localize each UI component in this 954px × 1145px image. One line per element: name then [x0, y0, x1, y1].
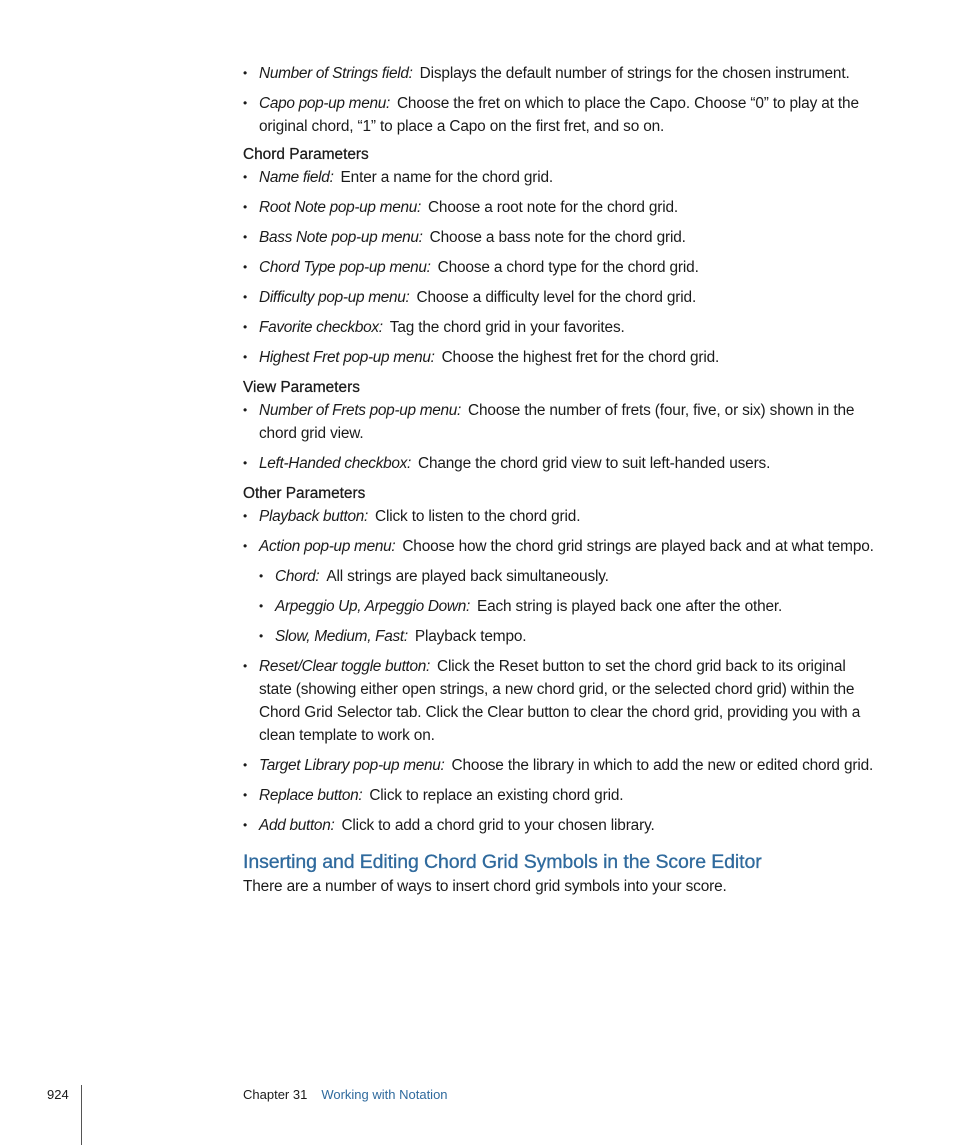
list-item	[243, 399, 875, 445]
chapter-title-link[interactable]: Working with Notation	[321, 1087, 448, 1102]
item-term: Root Note pop-up menu:	[259, 199, 421, 216]
chord-parameters-list	[243, 166, 875, 369]
item-description: Tag the chord grid in your favorites.	[389, 319, 625, 336]
view-parameters-heading: View Parameters	[243, 379, 360, 396]
item-description: Click to replace an existing chord grid.	[369, 787, 624, 804]
item-description: All strings are played back simultaneously.	[326, 568, 609, 585]
item-term: Action pop-up menu:	[259, 538, 396, 555]
section-heading: Inserting and Editing Chord Grid Symbols in the Score Editor	[243, 851, 762, 873]
item-description: Click the Reset button to set the chord grid back to its original state (showing either open strings, a new chord grid, or the selected chord grid) within the Chord Grid Selector tab. Click the Clear button to clear the chord grid, providing you with a clean template to work on.	[259, 658, 861, 744]
list-item	[243, 346, 875, 369]
list-item	[243, 784, 875, 807]
item-description: Choose the library in which to add the new or edited chord grid.	[451, 757, 874, 774]
list-item	[243, 316, 875, 339]
view-parameters-list	[243, 399, 875, 475]
item-term: Reset/Clear toggle button:	[259, 658, 431, 675]
item-term: Number of Strings field:	[259, 65, 413, 82]
item-description: Choose how the chord grid strings are played back and at what tempo.	[402, 538, 874, 555]
item-description: Change the chord grid view to suit left-handed users.	[417, 455, 771, 472]
footer-chapter	[243, 1087, 448, 1103]
item-term: Replace button:	[259, 787, 363, 804]
intro-list	[243, 62, 875, 138]
list-item	[243, 286, 875, 309]
item-term: Highest Fret pop-up menu:	[259, 349, 435, 366]
list-item	[259, 565, 875, 588]
list-item	[243, 754, 875, 777]
item-description: Choose a difficulty level for the chord grid.	[416, 289, 697, 306]
list-item	[243, 256, 875, 279]
action-menu-options-list	[243, 565, 875, 648]
page-content	[243, 62, 875, 898]
other-parameters-list	[243, 505, 875, 558]
list-item	[259, 625, 875, 648]
page-number: 924	[47, 1087, 69, 1102]
item-term: Number of Frets pop-up menu:	[259, 402, 462, 419]
other-parameters-list-continued	[243, 655, 875, 837]
other-parameters-heading: Other Parameters	[243, 485, 366, 502]
item-description: Choose the number of frets (four, five, or six) shown in the chord grid view.	[259, 402, 855, 442]
item-term: Name field:	[259, 169, 334, 186]
list-item	[243, 62, 875, 85]
item-term: Favorite checkbox:	[259, 319, 383, 336]
item-term: Difficulty pop-up menu:	[259, 289, 410, 306]
item-description: Enter a name for the chord grid.	[340, 169, 554, 186]
item-description: Choose the fret on which to place the Capo. Choose “0” to play at the original chord, “1” to place a Capo on the first fret, and so on.	[259, 95, 859, 135]
list-item	[243, 655, 875, 747]
item-term: Left-Handed checkbox:	[259, 455, 411, 472]
chapter-label: Chapter 31	[243, 1087, 308, 1102]
section-body: There are a number of ways to insert chord grid symbols into your score.	[243, 878, 727, 895]
item-term: Target Library pop-up menu:	[259, 757, 445, 774]
list-item	[243, 505, 875, 528]
item-description: Displays the default number of strings for the chosen instrument.	[419, 65, 850, 82]
list-item	[243, 166, 875, 189]
footer-divider	[81, 1085, 82, 1145]
item-term: Chord:	[275, 568, 320, 585]
item-description: Choose the highest fret for the chord grid.	[441, 349, 720, 366]
list-item	[243, 814, 875, 837]
item-term: Capo pop-up menu:	[259, 95, 390, 112]
item-description: Playback tempo.	[414, 628, 527, 645]
list-item	[243, 92, 875, 138]
item-description: Choose a root note for the chord grid.	[427, 199, 679, 216]
item-description: Each string is played back one after the other.	[476, 598, 783, 615]
item-term: Add button:	[259, 817, 335, 834]
list-item	[243, 226, 875, 249]
item-term: Slow, Medium, Fast:	[275, 628, 408, 645]
item-term: Playback button:	[259, 508, 368, 525]
item-description: Choose a chord type for the chord grid.	[437, 259, 699, 276]
list-item	[259, 595, 875, 618]
chord-parameters-heading: Chord Parameters	[243, 146, 369, 163]
item-term: Bass Note pop-up menu:	[259, 229, 423, 246]
list-item	[243, 535, 875, 558]
item-description: Choose a bass note for the chord grid.	[429, 229, 686, 246]
list-item	[243, 452, 875, 475]
item-description: Click to add a chord grid to your chosen library.	[341, 817, 655, 834]
list-item	[243, 196, 875, 219]
item-term: Chord Type pop-up menu:	[259, 259, 431, 276]
item-term: Arpeggio Up, Arpeggio Down:	[275, 598, 470, 615]
item-description: Click to listen to the chord grid.	[375, 508, 581, 525]
